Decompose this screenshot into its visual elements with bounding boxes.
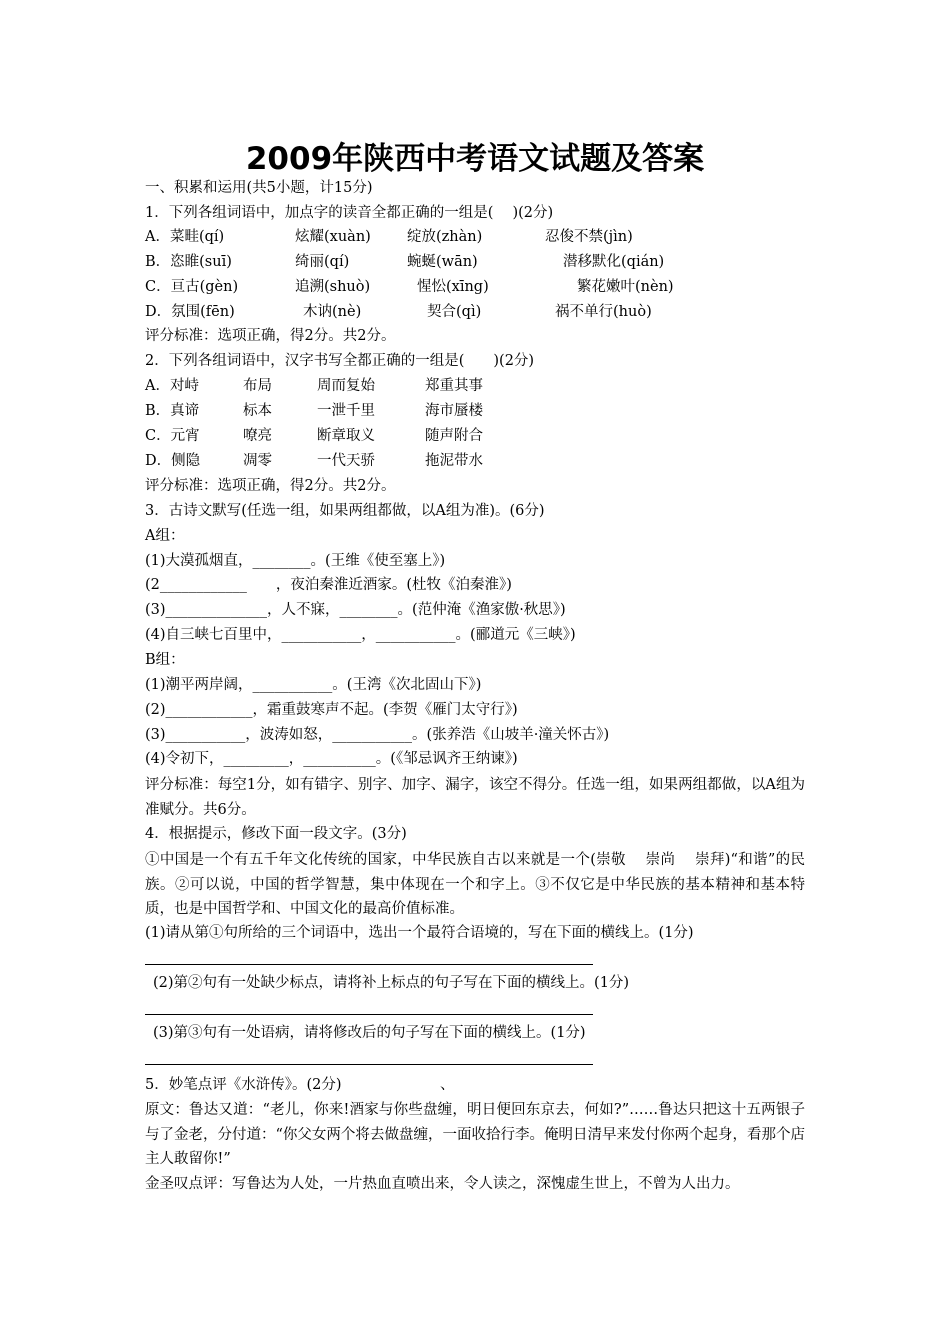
group-a-item: (1)大漠孤烟直，________。(王维《使至塞上》) bbox=[145, 553, 446, 569]
q2-scoring: 评分标准：选项正确，得2分。共2分。 bbox=[145, 478, 396, 494]
answer-line bbox=[145, 1064, 593, 1065]
section-heading: 一、积累和运用(共5小题，计15分) bbox=[145, 180, 373, 196]
q2-option-cell: 海市蜃楼 bbox=[425, 403, 483, 419]
question-3-stem: 3．古诗文默写(任选一组，如果两组都做，以A组为准)。(6分) bbox=[145, 503, 545, 519]
q1-scoring: 评分标准：选项正确，得2分。共2分。 bbox=[145, 328, 396, 344]
group-b-label: B组： bbox=[145, 652, 185, 668]
q1-option-cell: 木讷(nè) bbox=[303, 304, 362, 320]
q2-option-cell: 随声附合 bbox=[425, 428, 483, 444]
q2-option-cell: C．元宵 bbox=[145, 428, 200, 444]
q2-option-cell: 一代天骄 bbox=[317, 453, 375, 469]
q2-option-cell: D．侧隐 bbox=[145, 453, 201, 469]
q2-option-cell: A．对峙 bbox=[145, 378, 199, 394]
q2-option-cell: 拖泥带水 bbox=[425, 453, 483, 469]
group-b-item: (2)____________，霜重鼓寒声不起。(李贺《雁门太守行》) bbox=[145, 702, 518, 718]
q4-sub-question-3: (3)第③句有一处语病，请将修改后的句子写在下面的横线上。(1分) bbox=[153, 1025, 586, 1041]
q2-option-cell: 断章取义 bbox=[317, 428, 375, 444]
q1-option-cell: 绮丽(qí) bbox=[295, 254, 350, 270]
q4-passage: ①中国是一个有五千年文化传统的国家，中华民族自古以来就是一个(崇敬 崇尚 崇拜)“和谐”的民族。②可以说，中国的哲学智慧，集中体现在一个和字上。③不仅它是中华民族的基本精神和基本特质，也是中国哲学和、中国文化的最高价值标准。 bbox=[145, 852, 805, 918]
group-a-item: (3)______________，人不寐，________。(范仲淹《渔家傲·秋思》) bbox=[145, 602, 566, 618]
q2-option-cell: 布局 bbox=[243, 378, 272, 394]
question-4-stem: 4．根据提示，修改下面一段文字。(3分) bbox=[145, 826, 407, 842]
q2-option-cell: 一泄千里 bbox=[317, 403, 375, 419]
q3-scoring: 评分标准：每空1分，如有错字、别字、加字、漏字，该空不得分。任选一组，如果两组都做，以A组为准赋分。共6分。 bbox=[145, 777, 805, 818]
q2-option-cell: 凋零 bbox=[243, 453, 272, 469]
q5-comment: 金圣叹点评：写鲁达为人处，一片热血直喷出来，令人读之，深愧虚生世上，不曾为人出力。 bbox=[145, 1176, 740, 1192]
group-b-item: (3)___________，波涛如怒，___________。(张养浩《山坡羊·潼关怀古》) bbox=[145, 727, 610, 743]
q2-option-cell: B．真谛 bbox=[145, 403, 200, 419]
q1-option-cell: 追溯(shuò) bbox=[295, 279, 371, 295]
q1-option-cell: 契合(qì) bbox=[427, 304, 482, 320]
q2-option-cell: 标本 bbox=[243, 403, 272, 419]
q1-option-cell: 忍俊不禁(jìn) bbox=[545, 229, 633, 245]
q2-option-cell: 郑重其事 bbox=[425, 378, 483, 394]
answer-line bbox=[145, 964, 593, 965]
question-2-stem: 2．下列各组词语中，汉字书写全都正确的一组是( )(2分) bbox=[145, 353, 535, 369]
q1-option-cell: 蜿蜒(wān) bbox=[407, 254, 478, 270]
q4-sub-question-2: (2)第②句有一处缺少标点，请将补上标点的句子写在下面的横线上。(1分) bbox=[153, 975, 630, 991]
q1-option-cell: 潜移默化(qián) bbox=[563, 254, 665, 270]
q1-option-cell: A．菜畦(qí) bbox=[145, 229, 225, 245]
q1-option-cell: C．亘古(gèn) bbox=[145, 279, 239, 295]
stray-mark: 、 bbox=[440, 1077, 455, 1093]
question-1-stem: 1．下列各组词语中，加点字的读音全都正确的一组是( )(2分) bbox=[145, 205, 554, 221]
q1-option-cell: 祸不单行(huò) bbox=[555, 304, 652, 320]
q1-option-cell: 绽放(zhàn) bbox=[407, 229, 483, 245]
group-a-item: (2____________ ，夜泊秦淮近酒家。(杜牧《泊秦淮》) bbox=[145, 577, 512, 593]
q1-option-cell: D．氛围(fēn) bbox=[145, 304, 235, 320]
document-title: 2009年陕西中考语文试题及答案 bbox=[245, 141, 705, 177]
group-a-label: A组： bbox=[145, 528, 185, 544]
question-5-stem: 5．妙笔点评《水浒传》。(2分) bbox=[145, 1077, 342, 1093]
q1-option-cell: 繁花嫩叶(nèn) bbox=[577, 279, 674, 295]
q1-option-cell: 炫耀(xuàn) bbox=[295, 229, 371, 245]
q5-original-text: 原文：鲁达又道：“老儿，你来!酒家与你些盘缠，明日便回东京去，何如?”……鲁达只把这十五两银子与了金老，分付道：“你父女两个将去做盘缠，一面收拾行李。俺明日清早来发付你两个起身，看那个店主人敢留你!” bbox=[145, 1102, 805, 1168]
answer-line bbox=[145, 1014, 593, 1015]
q4-sub-question-1: (1)请从第①句所给的三个词语中，选出一个最符合语境的，写在下面的横线上。(1分) bbox=[145, 925, 694, 941]
q2-option-cell: 嘹亮 bbox=[243, 428, 272, 444]
group-a-item: (4)自三峡七百里中，___________，___________。(郦道元《三峡》) bbox=[145, 627, 576, 643]
group-b-item: (1)潮平两岸阔，___________。(王湾《次北固山下》) bbox=[145, 677, 482, 693]
q1-option-cell: 惺忪(xīng) bbox=[417, 279, 489, 295]
q1-option-cell: B．恣睢(suī) bbox=[145, 254, 232, 270]
group-b-item: (4)令初下，_________，__________。(《邹忌讽齐王纳谏》) bbox=[145, 751, 518, 767]
q2-option-cell: 周而复始 bbox=[317, 378, 375, 394]
